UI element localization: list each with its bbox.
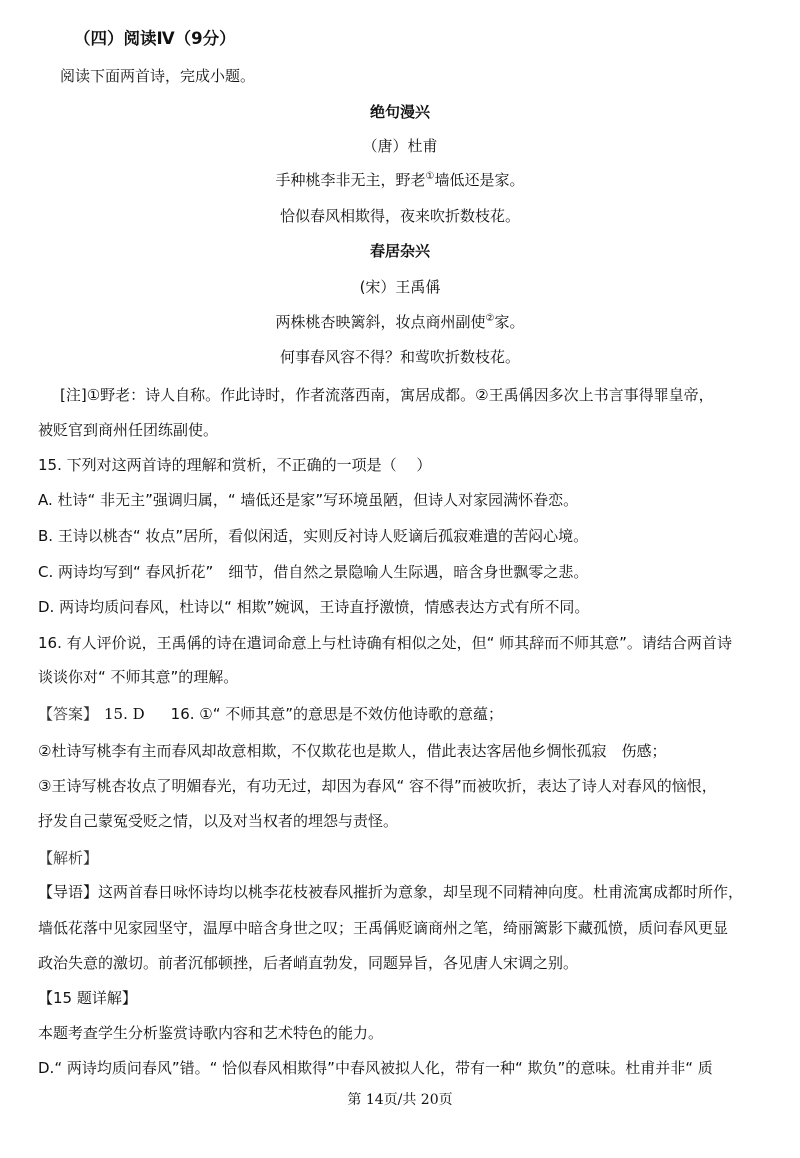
poem1-line2: 恰似春风相欺得，夜来吹折数枝花。 <box>279 207 520 225</box>
poem1-title: 绝句漫兴 <box>369 103 430 121</box>
poem1-line1-part-a: 手种桃李非无主，野老 <box>275 171 426 189</box>
analysis-detail-label: 【15 题详解】 <box>38 989 137 1007</box>
analysis-guide-line2: 墙低花落中见家园坚守，温厚中暗含身世之叹；王禹偁贬谪商州之笔，绮丽篱影下藏孤愤，质问春风更显 <box>38 919 729 937</box>
poem2-author: (宋）王禹偁 <box>359 278 441 296</box>
section-instruction: 阅读下面两首诗，完成小题。 <box>60 67 256 85</box>
question-16-line1: 16. 有人评价说，王禹偁的诗在遣词命意上与杜诗确有相似之处，但“ 师其辞而不师其意”。请结合两首诗 <box>38 634 732 652</box>
poem1-line1 <box>0 170 800 190</box>
poem2-line1-part-a: 两株桃杏映篱斜，妆点商州副使 <box>275 313 486 331</box>
poem2-line1 <box>0 312 800 332</box>
answer-point3-line2: 抒发自己蒙冤受贬之情，以及对当权者的埋怨与责怪。 <box>38 812 399 830</box>
answer-line <box>38 704 503 724</box>
question-15-option-c: C. 两诗均写到“ 春风折花” 细节，借自然之景隐喻人生际遇，暗含身世飘零之悲。 <box>38 563 589 581</box>
note-line1: [注]①野老：诗人自称。作此诗时，作者流落西南，寓居成都。②王禹偁因多次上书言事得罪皇帝， <box>60 386 714 404</box>
question-16-line2: 谈谈你对“ 不师其意”的理解。 <box>38 668 239 686</box>
analysis-label: 【解析】 <box>38 849 99 867</box>
answer-q15: 15. D <box>104 705 145 723</box>
question-15-option-b: B. 王诗以桃杏“ 妆点”居所，看似闲适，实则反衬诗人贬谪后孤寂难遣的苦闷心境。 <box>38 527 589 545</box>
question-15-stem: 15. 下列对这两首诗的理解和赏析，不正确的一项是（ ） <box>38 456 432 474</box>
question-15-option-a: A. 杜诗“ 非无主”强调归属，“ 墙低还是家”写环境虽陋，但诗人对家园满怀眷恋。 <box>38 491 579 509</box>
analysis-guide-line3: 政治失意的激切。前者沉郁顿挫，后者峭直勃发，同题异旨，各见唐人宋调之别。 <box>38 954 579 972</box>
analysis-guide-line1: 【导语】这两首春日咏怀诗均以桃李花枝被春风摧折为意象，却呈现不同精神向度。杜甫流寓成都时所作， <box>38 883 744 901</box>
poem2-line1-part-b: 家。 <box>494 313 525 331</box>
question-15-option-d: D. 两诗均质问春风，杜诗以“ 相欺”婉讽，王诗直抒激愤，情感表达方式有所不同。 <box>38 598 590 616</box>
section-title: （四）阅读Ⅳ（9分） <box>74 29 236 48</box>
poem1-line1-part-b: 墙低还是家。 <box>434 171 525 189</box>
note-mark-1: ① <box>425 171 435 182</box>
note-mark-2: ② <box>485 313 495 324</box>
analysis-detail-line1: 本题考查学生分析鉴赏诗歌内容和艺术特色的能力。 <box>38 1024 384 1042</box>
answer-label: 【答案】 <box>38 705 99 723</box>
page-number: 第 14页/共 20页 <box>347 1092 453 1108</box>
answer-point3-line1: ③王诗写桃杏妆点了明媚春光，有功无过，却因为春风“ 容不得”而被吹折，表达了诗人对春风的恼恨， <box>38 777 717 795</box>
answer-q16-first: 16. ①“ 不师其意”的意思是不效仿他诗歌的意蕴； <box>170 705 504 723</box>
poem2-line2: 何事春风容不得？和莺吹折数枝花。 <box>279 348 520 366</box>
answer-point2: ②杜诗写桃李有主而春风却故意相欺，不仅欺花也是欺人，借此表达客居他乡惆怅孤寂 伤感； <box>38 742 667 760</box>
poem1-author: （唐）杜甫 <box>362 137 438 155</box>
analysis-detail-line2: D.“ 两诗均质问春风”错。“ 恰似春风相欺得”中春风被拟人化，带有一种“ 欺负”的意味。杜甫并非“ 质 <box>38 1059 713 1077</box>
poem2-title: 春居杂兴 <box>369 242 430 260</box>
note-line2: 被贬官到商州任团练副使。 <box>38 421 219 439</box>
